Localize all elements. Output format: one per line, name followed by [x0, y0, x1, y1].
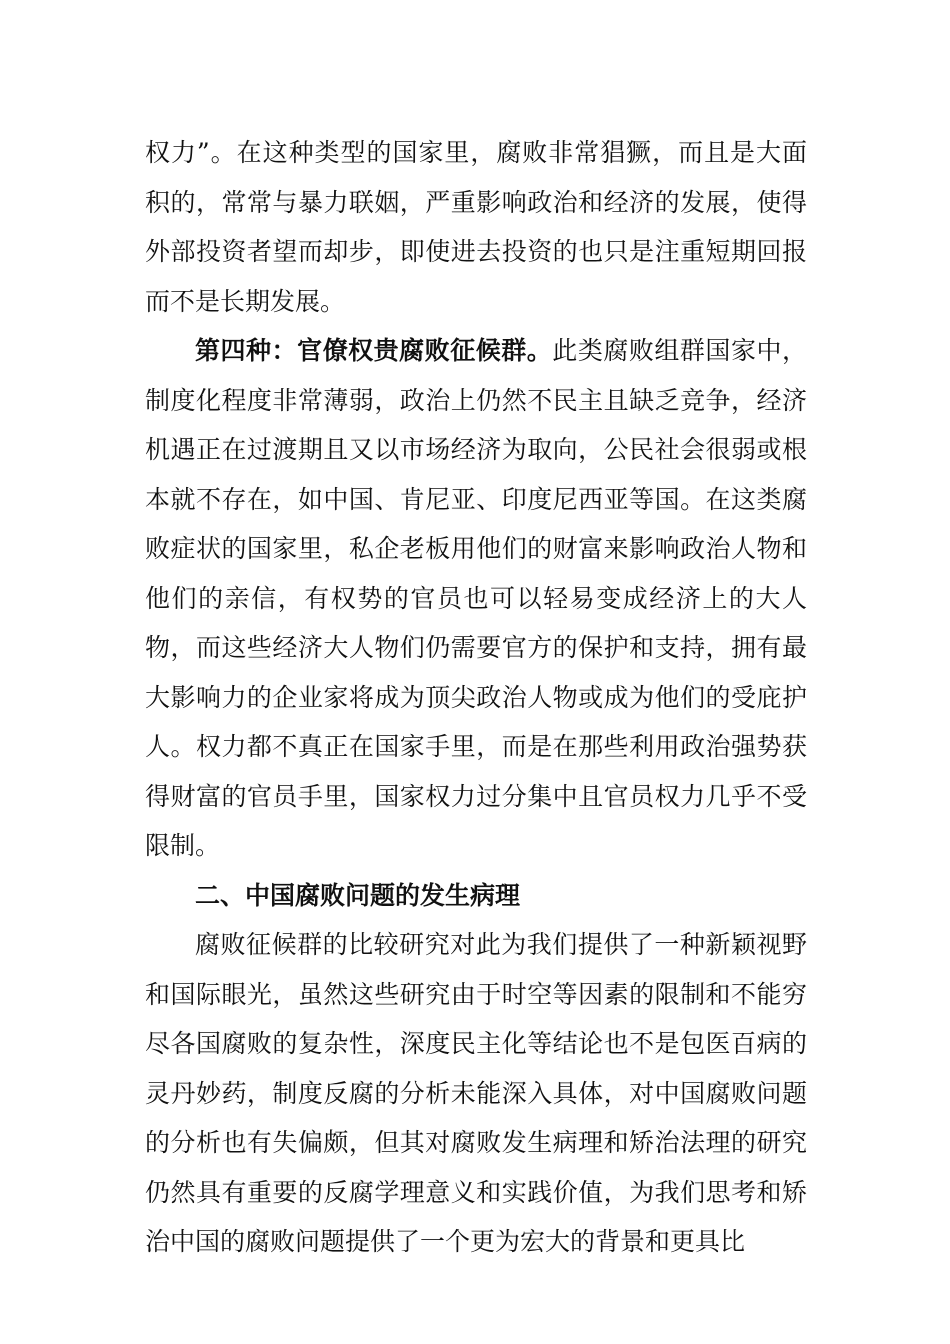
paragraph-fourth-type: [145, 326, 807, 871]
paragraph-section-intro: 腐败征候群的比较研究对此为我们提供了一种新颖视野和国际眼光，虽然这些研究由于时空等因素的限制和不能穷尽各国腐败的复杂性，深度民主化等结论也不是包医百病的灵丹妙药，制度反腐的分析未能深入具体，对中国腐败问题的分析也有失偏颇，但其对腐败发生病理和矫治法理的研究仍然具有重要的反腐学理意义和实践价值，为我们思考和矫治中国的腐败问题提供了一个更为宏大的背景和更具比: [145, 930, 807, 1256]
document-body: [145, 128, 807, 1267]
paragraph-continuation: 权力”。在这种类型的国家里，腐败非常猖獗，而且是大面积的，常常与暴力联姻，严重影响政治和经济的发展，使得外部投资者望而却步，即使进去投资的也只是注重短期回报而不是长期发展。: [145, 138, 807, 316]
paragraph-lead-term: 第四种：官僚权贵腐败征候群。: [195, 336, 553, 365]
section-heading: 二、中国腐败问题的发生病理: [195, 880, 521, 910]
paragraph-fourth-type-body: 此类腐败组群国家中，制度化程度非常薄弱，政治上仍然不民主且缺乏竞争，经济机遇正在过渡期且又以市场经济为取向，公民社会很弱或根本就不存在，如中国、肯尼亚、印度尼西亚等国。在这类腐败症状的国家里，私企老板用他们的财富来影响政治人物和他们的亲信，有权势的官员也可以轻易变成经济上的大人物，而这些经济大人物们仍需要官方的保护和支持，拥有最大影响力的企业家将成为顶尖政治人物或成为他们的受庇护人。权力都不真正在国家手里，而是在那些利用政治强势获得财富的官员手里，国家权力过分集中且官员权力几乎不受限制。: [145, 336, 807, 860]
